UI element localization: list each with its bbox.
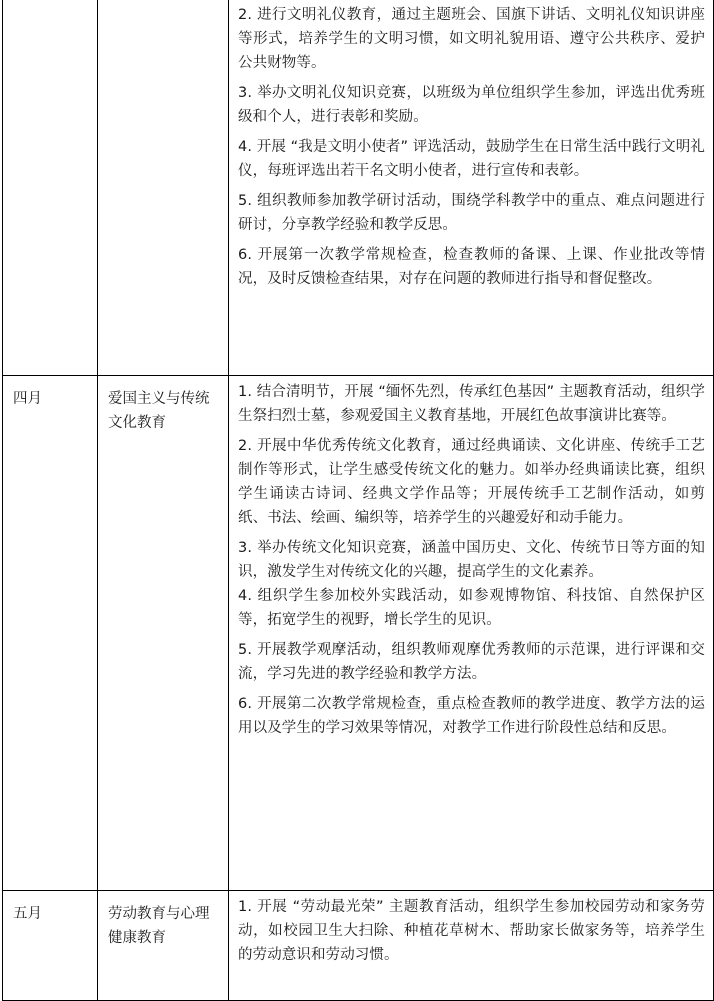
month-cell: 五月 <box>3 891 98 1001</box>
table-row <box>3 0 714 376</box>
activities-cell <box>229 0 714 376</box>
activity-item: 1. 结合清明节，开展 “缅怀先烈，传承红色基因” 主题教育活动，组织学生祭扫烈士墓，参观爱国主义教育基地，开展红色故事演讲比赛等。 <box>238 384 705 424</box>
activity-item: 4. 组织学生参加校外实践活动，如参观博物馆、科技馆、自然保护区等，拓宽学生的视野，增长学生的见识。 <box>238 588 705 628</box>
activity-item: 3. 举办文明礼仪知识竞赛，以班级为单位组织学生参加，评选出优秀班级和个人，进行表彰和奖励。 <box>238 85 705 125</box>
theme-cell <box>98 0 229 376</box>
month-cell <box>3 0 98 376</box>
activities-cell <box>229 891 714 1001</box>
theme-cell: 爱国主义与传统文化教育 <box>98 376 229 891</box>
activities-cell <box>229 376 714 891</box>
month-cell: 四月 <box>3 376 98 891</box>
activity-item: 3. 举办传统文化知识竞赛，涵盖中国历史、文化、传统节日等方面的知识，激发学生对传统文化的兴趣，提高学生的文化素养。 <box>238 540 705 580</box>
table-row <box>3 376 714 891</box>
activity-item: 6. 开展第一次教学常规检查，检查教师的备课、上课、作业批改等情况，及时反馈检查结果，对存在问题的教师进行指导和督促整改。 <box>238 247 705 287</box>
activity-item: 5. 开展教学观摩活动，组织教师观摩优秀教师的示范课，进行评课和交流，学习先进的教学经验和教学方法。 <box>238 642 705 682</box>
activity-item: 2. 进行文明礼仪教育，通过主题班会、国旗下讲话、文明礼仪知识讲座等形式，培养学生的文明习惯，如文明礼貌用语、遵守公共秩序、爱护公共财物等。 <box>238 7 705 71</box>
activity-item: 6. 开展第二次教学常规检查，重点检查教师的教学进度、教学方法的运用以及学生的学习效果等情况，对教学工作进行阶段性总结和反思。 <box>238 696 705 736</box>
work-plan-table <box>2 0 714 1001</box>
theme-cell: 劳动教育与心理健康教育 <box>98 891 229 1001</box>
table-row <box>3 891 714 1001</box>
activity-item: 5. 组织教师参加教学研讨活动，围绕学科教学中的重点、难点问题进行研讨，分享教学经验和教学反思。 <box>238 193 705 233</box>
activity-item: 1. 开展 “劳动最光荣” 主题教育活动，组织学生参加校园劳动和家务劳动，如校园卫生大扫除、种植花草树木、帮助家长做家务等，培养学生的劳动意识和劳动习惯。 <box>238 899 705 963</box>
activity-item: 4. 开展 “我是文明小使者” 评选活动，鼓励学生在日常生活中践行文明礼仪，每班评选出若干名文明小使者，进行宣传和表彰。 <box>238 139 705 179</box>
activity-item: 2. 开展中华优秀传统文化教育，通过经典诵读、文化讲座、传统手工艺制作等形式，让学生感受传统文化的魅力。如举办经典诵读比赛，组织学生诵读古诗词、经典文学作品等；开展传统手工艺制作活动，如剪纸、书法、绘画、编织等，培养学生的兴趣爱好和动手能力。 <box>238 438 705 526</box>
